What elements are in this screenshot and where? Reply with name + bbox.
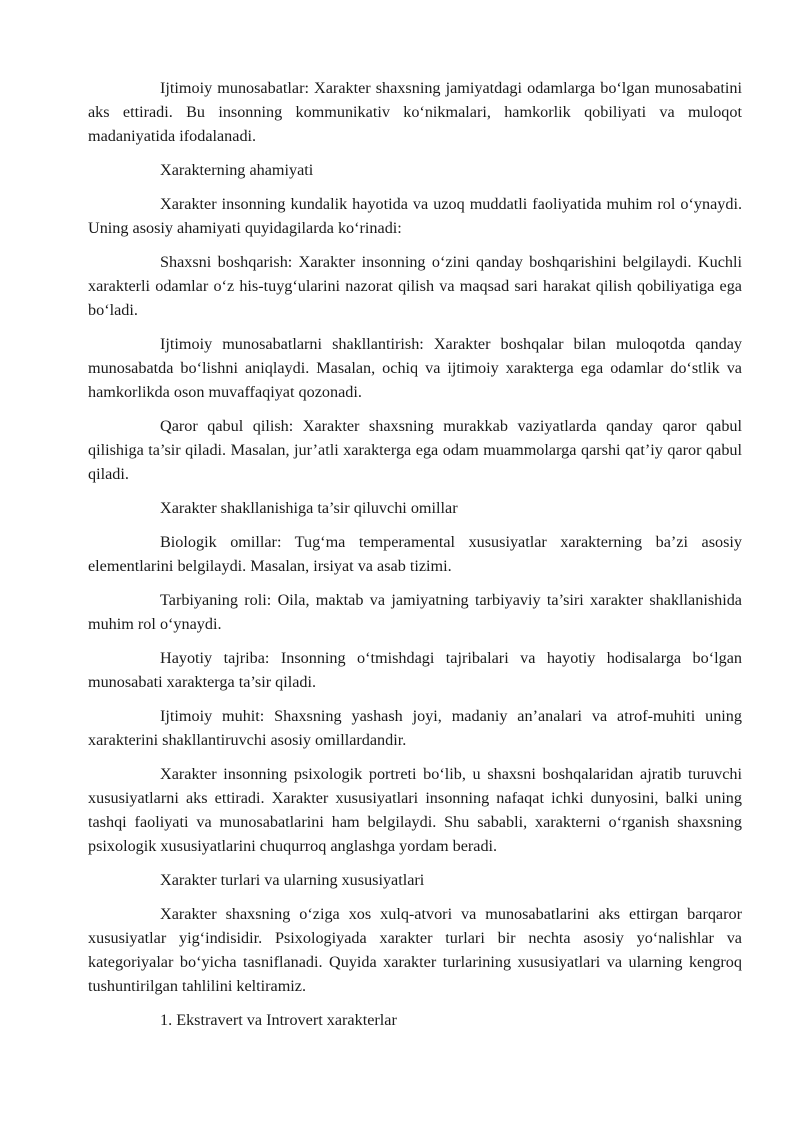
heading-importance: Xarakterning ahamiyati <box>160 161 314 179</box>
paragraph-upbringing: Tarbiyaning roli: Oila, maktab va jamiyatning tarbiyaviy ta’siri xarakter shakllanishida muhim rol o‘ynaydi. <box>88 591 742 633</box>
paragraph-social-relations: Ijtimoiy munosabatlar: Xarakter shaxsning jamiyatdagi odamlarga bo‘lgan munosabatini aks ettiradi. Bu insonning kommunikativ ko‘nikmalari, hamkorlik qobiliyati va muloqot madaniyatida ifodalanadi. <box>88 79 742 145</box>
paragraph-psychological-portrait: Xarakter insonning psixologik portreti bo‘lib, u shaxsni boshqalaridan ajratib turuvchi xususiyatlarni aks ettiradi. Xarakter xususiyatlari insonning nafaqat ichki dunyosini, balki uning tashqi faoliyati va munosabatlarini ham belgilaydi. Shu sababli, xarakterni o‘rganish shaxsning psixologik xususiyatlarini chuqurroq anglashga yordam beradi. <box>88 765 742 855</box>
document-page <box>88 76 742 1042</box>
paragraph-biological-factors: Biologik omillar: Tug‘ma temperamental xususiyatlar xarakterning ba’zi asosiy elementlarini belgilaydi. Masalan, irsiyat va asab tizimi. <box>88 533 742 575</box>
paragraph-decision-making: Qaror qabul qilish: Xarakter shaxsning murakkab vaziyatlarda qanday qaror qabul qilishiga ta’sir qiladi. Masalan, jur’atli xarakterga ega odam muammolarga qarshi qat’iy qaror qabul qiladi. <box>88 417 742 483</box>
paragraph-character-types-intro: Xarakter shaxsning o‘ziga xos xulq-atvori va munosabatlarini aks ettirgan barqaror xususiyatlar yig‘indisidir. Psixologiyada xarakter turlari bir nechta asosiy yo‘nalishlar va kategoriyalar bo‘yicha tasniflanadi. Quyida xarakter turlarining xususiyatlari va ularning kengroq tushuntirilgan tahlilini keltiramiz. <box>88 905 742 995</box>
paragraph-self-management: Shaxsni boshqarish: Xarakter insonning o‘zini qanday boshqarishini belgilaydi. Kuchli xarakterli odamlar o‘z his-tuyg‘ularini nazorat qilish va maqsad sari harakat qilish qobiliyatiga ega bo‘ladi. <box>88 253 742 319</box>
paragraph-importance-intro: Xarakter insonning kundalik hayotida va uzoq muddatli faoliyatida muhim rol o‘ynaydi. Uning asosiy ahamiyati quyidagilarda ko‘rinadi: <box>88 195 742 237</box>
paragraph-forming-relations: Ijtimoiy munosabatlarni shakllantirish: Xarakter boshqalar bilan muloqotda qanday munosabatda bo‘lishni aniqlaydi. Masalan, ochiq va ijtimoiy xarakterga ega odamlar do‘stlik va hamkorlikda oson muvaffaqiyat qozonadi. <box>88 335 742 401</box>
heading-character-types: Xarakter turlari va ularning xususiyatlari <box>160 871 425 889</box>
paragraph-life-experience: Hayotiy tajriba: Insonning o‘tmishdagi tajribalari va hayotiy hodisalarga bo‘lgan munosabati xarakterga ta’sir qiladi. <box>88 649 742 691</box>
heading-influencing-factors: Xarakter shakllanishiga ta’sir qiluvchi omillar <box>160 499 458 517</box>
heading-extravert-introvert: 1. Ekstravert va Introvert xarakterlar <box>160 1011 397 1029</box>
paragraph-social-environment: Ijtimoiy muhit: Shaxsning yashash joyi, madaniy an’analari va atrof-muhiti uning xarakterini shakllantiruvchi asosiy omillardandir. <box>88 707 742 749</box>
